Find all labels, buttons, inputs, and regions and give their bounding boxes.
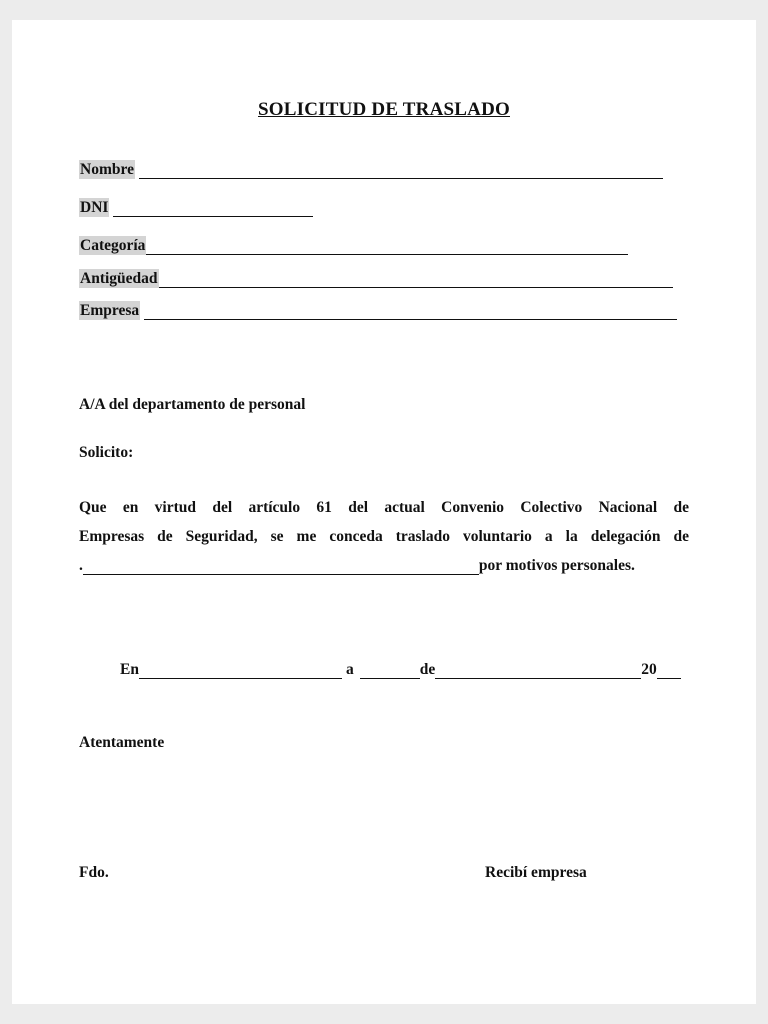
paragraph-line-1: Que en virtud del artículo 61 del actual Convenio Colectivo Nacional de bbox=[79, 499, 689, 516]
nombre-label: Nombre bbox=[80, 161, 134, 178]
categoria-label: Categoría bbox=[80, 237, 146, 254]
paragraph-line-3-suffix: por motivos personales. bbox=[478, 557, 635, 574]
date-line bbox=[120, 660, 681, 679]
date-month-blank bbox=[435, 666, 641, 679]
date-en-label: En bbox=[120, 661, 139, 678]
categoria-field bbox=[79, 236, 628, 255]
dni-label: DNI bbox=[80, 199, 109, 216]
date-de-label: de bbox=[419, 661, 436, 678]
document-title: SOLICITUD DE TRASLADO bbox=[258, 99, 510, 120]
antiguedad-field bbox=[79, 269, 673, 288]
signature-label: Fdo. bbox=[79, 864, 109, 881]
nombre-field bbox=[79, 160, 663, 179]
dni-blank-line bbox=[113, 204, 313, 217]
company-receipt-label: Recibí empresa bbox=[485, 864, 587, 881]
delegation-prefix: . bbox=[79, 557, 83, 574]
antiguedad-blank-line bbox=[159, 275, 673, 288]
empresa-blank-line bbox=[144, 307, 677, 320]
categoria-blank-line bbox=[146, 242, 628, 255]
date-place-blank bbox=[139, 666, 342, 679]
closing-text: Atentamente bbox=[79, 734, 165, 751]
paragraph-line-2: Empresas de Seguridad, se me conceda traslado voluntario a la delegación de bbox=[79, 528, 689, 545]
antiguedad-label: Antigüedad bbox=[80, 270, 158, 287]
date-year-prefix: 20 bbox=[641, 661, 657, 678]
nombre-blank-line bbox=[139, 166, 663, 179]
request-intro: Solicito: bbox=[79, 444, 134, 461]
date-day-blank bbox=[360, 666, 420, 679]
date-year-blank bbox=[657, 666, 681, 679]
date-a-label: a bbox=[345, 661, 354, 678]
empresa-label: Empresa bbox=[80, 302, 140, 319]
delegation-blank-line bbox=[83, 562, 479, 575]
dni-field bbox=[79, 198, 313, 217]
addressee-line: A/A del departamento de personal bbox=[79, 396, 306, 413]
paragraph-line-3 bbox=[79, 556, 659, 575]
empresa-field bbox=[79, 301, 677, 320]
